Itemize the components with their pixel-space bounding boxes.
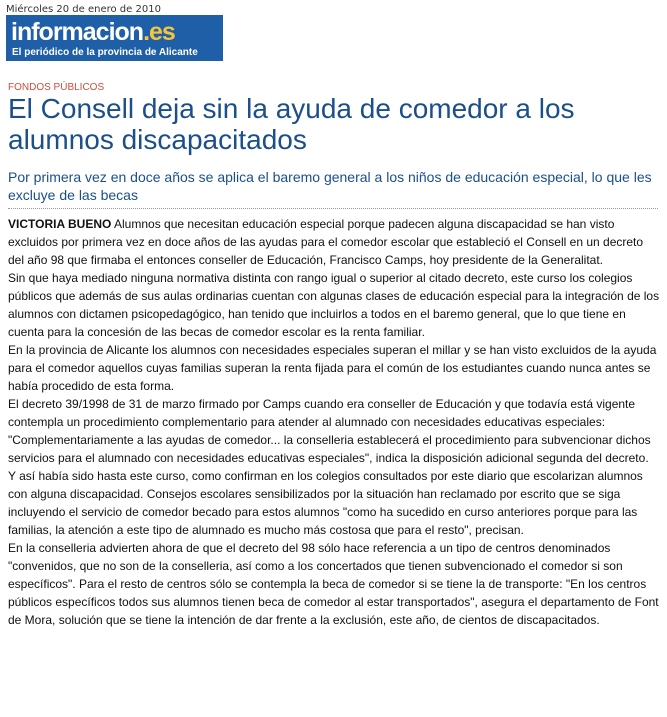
section-label: FONDOS PÚBLICOS (8, 82, 105, 93)
paragraph-text: Alumnos que necesitan educación especial porque padecen alguna discapacidad se han visto excluidos por primera vez en doce años de las ayudas para el comedor escolar que estableció el Consell en un decreto del año 98 que firmaba el entonces conseller de Educación, Francisco Camps, hoy presidente de la Generalitat. (8, 217, 644, 267)
article-body (8, 215, 660, 629)
article-paragraph (8, 215, 660, 269)
article-paragraph: En la provincia de Alicante los alumnos con necesidades especiales superan el millar y se han visto excluidos de la ayuda para el comedor aquellos cuyas familias superan la renta fijada para el común de los estudiantes cuando nunca antes se había procedido de esta forma. (8, 343, 657, 393)
logo-tld: .es (143, 18, 175, 46)
site-logo[interactable] (6, 15, 223, 61)
edition-date: Miércoles 20 de enero de 2010 (6, 4, 161, 15)
article-headline: El Consell deja sin la ayuda de comedor a los alumnos discapacitados (8, 93, 575, 155)
article-subtitle: Por primera vez en doce años se aplica el baremo general a los niños de educación especial, lo que les excluye de las becas (8, 169, 652, 203)
author-byline: VICTORIA BUENO (8, 217, 112, 231)
article-paragraph: El decreto 39/1998 de 31 de marzo firmado por Camps cuando era conseller de Educación y que todavía está vigente contempla un procedimiento complementario para atender al alumnado con necesidades educativas especiales: "Complementariamente a las ayudas de comedor... la conselleria establecerá el procedimiento para subvencionar dichos servicios para el alumnado con necesidades educativas especiales", indica la disposición adicional segunda del decreto. (8, 397, 651, 465)
logo-name: informacion (11, 18, 144, 46)
divider (8, 208, 658, 209)
article-paragraph: En la conselleria advierten ahora de que el decreto del 98 sólo hace referencia a un tipo de centros denominados "convenidos, que no son de la conselleria, así como a los concertados que tienen subvencionado el comedor si son específicos". Para el resto de centros sólo se contempla la beca de comedor si se tiene la de transporte: "En los centros públicos específicos todos sus alumnos tienen beca de comedor al estar transportados", asegura el departamento de Font de Mora, solución que se tiene la intención de dar frente a la exclusión, este año, de cientos de discapacitados. (8, 541, 659, 627)
article-paragraph: Sin que haya mediado ninguna normativa distinta con rango igual o superior al citado decreto, este curso los colegios públicos que además de sus aulas ordinarias cuentan con algunas clases de educación especial para la integración de los alumnos con dictamen psicopedagógico, han tenido que incluirlos a todos en el baremo general, que lo que tiene en cuenta para la concesión de las becas de comedor escolar es la renta familiar. (8, 271, 660, 339)
article-paragraph: Y así había sido hasta este curso, como confirman en los colegios consultados por este diario que escolarizan alumnos con alguna discapacidad. Consejos escolares sensibilizados por la situación han reclamado por escrito que se siga incluyendo el servicio de comedor becado para estos alumnos "como ha sucedido en curso anteriores porque para las familias, la atención a este tipo de alumnado es mucho más costosa que para el resto", precisan. (8, 469, 643, 537)
logo-wordmark (11, 18, 175, 46)
logo-tagline: El periódico de la provincia de Alicante (12, 47, 198, 58)
